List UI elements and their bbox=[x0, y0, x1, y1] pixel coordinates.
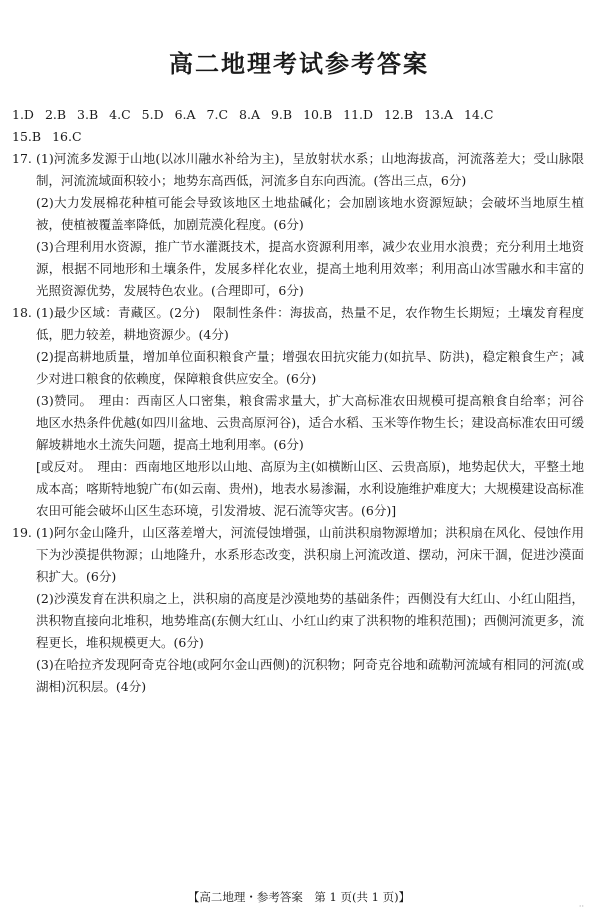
answer-paragraph: (3)在哈拉齐发现阿奇克谷地(或阿尔金山西侧)的沉积物；阿奇克谷地和疏勒河流域有相同的河流(或湖相)沉积层。(4分) bbox=[36, 657, 584, 694]
mc-answer: 1.D bbox=[12, 107, 34, 122]
mc-answer: 12.B bbox=[384, 107, 414, 122]
page-footer: 【高二地理・参考答案 第 1 页(共 1 页)】 bbox=[187, 890, 411, 904]
mc-answer: 14.C bbox=[463, 107, 494, 122]
mc-answer: 5.D bbox=[141, 107, 164, 122]
mc-answer: 6.A bbox=[174, 107, 196, 122]
question-18 bbox=[12, 302, 584, 522]
answer-paragraph: (2)大力发展棉花种植可能会导致该地区土地盐碱化；会加剧该地水资源短缺；会破坏当地原生植被，使植被覆盖率降低，加剧荒漠化程度。(6分) bbox=[36, 195, 584, 232]
question-17 bbox=[12, 148, 584, 302]
mc-answer: 16.C bbox=[52, 129, 82, 144]
mc-answer: 9.B bbox=[270, 107, 293, 122]
mc-answer: 7.C bbox=[206, 107, 229, 122]
answer-paragraph: (3)赞同。 理由：西南区人口密集，粮食需求量大，扩大高标准农田规模可提高粮食自给率；河谷地区水热条件优越(如四川盆地、云贵高原河谷)，适合水稻、玉米等作物生长；建设高标准农田可缓解坡耕地水土流失问题，提高土地利用率。(6分) bbox=[36, 393, 584, 452]
mc-answer: 3.B bbox=[77, 107, 99, 122]
answer-paragraph: (2)提高耕地质量，增加单位面积粮食产量；增强农田抗灾能力(如抗旱、防洪)，稳定粮食生产；减少对进口粮食的依赖度，保障粮食供应安全。(6分) bbox=[36, 349, 584, 386]
mc-answer: 13.A bbox=[424, 107, 453, 122]
question-number: 18. bbox=[12, 305, 32, 320]
mc-row-1 bbox=[12, 104, 588, 126]
question-19 bbox=[12, 522, 584, 698]
mc-answer: 15.B bbox=[12, 129, 42, 144]
multiple-choice-answers bbox=[12, 104, 588, 148]
answer-body bbox=[12, 148, 584, 698]
question-number: 17. bbox=[12, 151, 32, 166]
mc-answer: 2.B bbox=[44, 107, 67, 122]
page-title: 高二地理考试参考答案 bbox=[169, 50, 429, 78]
mc-answer: 4.C bbox=[109, 107, 131, 122]
answer-paragraph: (1)最少区域：青藏区。(2分) 限制性条件：海拔高，热量不足，农作物生长期短；土壤发育程度低，肥力较差，耕地资源少。(4分) bbox=[36, 305, 584, 342]
mc-answer: 10.B bbox=[303, 107, 333, 122]
answer-paragraph: (2)沙漠发育在洪积扇之上，洪积扇的高度是沙漠地势的基础条件；西侧没有大红山、小红山阻挡，洪积物直接向北堆积，地势堆高(东侧大红山、小红山约束了洪积物的堆积范围)；西侧河流更多，流程更长，堆积规模更大。(6分) bbox=[36, 591, 584, 650]
answer-paragraph-alternative: [或反对。 理由：西南地区地形以山地、高原为主(如横断山区、云贵高原)，地势起伏大，平整土地成本高；喀斯特地貌广布(如云南、贵州)，地表水易渗漏，水利设施维护难度大；大规模建设高标准农田可能会破坏山区生态环境，引发滑坡、泥石流等灾害。(6分)] bbox=[36, 459, 584, 518]
corner-mark: ·· bbox=[578, 902, 584, 911]
answer-paragraph: (3)合理利用水资源，推广节水灌溉技术，提高水资源利用率，减少农业用水浪费；充分利用土地资源，根据不同地形和土壤条件，发展多样化农业，提高土地利用效率；利用高山冰雪融水和丰富的光照资源优势，发展特色农业。(合理即可，6分) bbox=[36, 239, 584, 298]
mc-answer: 11.D bbox=[343, 107, 374, 122]
question-number: 19. bbox=[12, 525, 32, 540]
answer-paragraph: (1)阿尔金山隆升，山区落差增大，河流侵蚀增强，山前洪积扇物源增加；洪积扇在风化、侵蚀作用下为沙漠提供物源；山地隆升，水系形态改变，洪积扇上河流改道、摆动，河床干涸，促进沙漠面积扩大。(6分) bbox=[36, 525, 584, 584]
mc-answer: 8.A bbox=[239, 107, 260, 122]
answer-paragraph: (1)河流多发源于山地(以冰川融水补给为主)，呈放射状水系；山地海拔高，河流落差大；受山脉限制，河流流域面积较小；地势东高西低，河流多自东向西流。(答出三点，6分) bbox=[36, 151, 584, 188]
mc-row-2 bbox=[12, 126, 588, 148]
